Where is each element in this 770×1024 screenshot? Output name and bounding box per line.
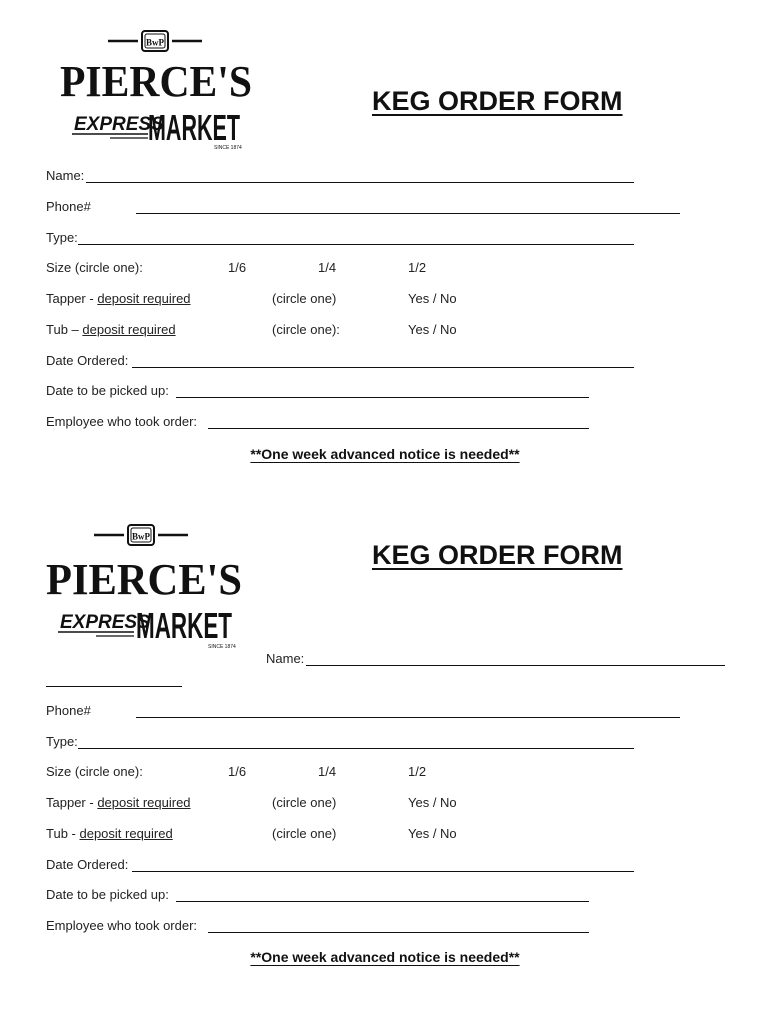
size-option-1-6[interactable]: 1/6 [228, 260, 247, 275]
tub-label-text: Tub – [46, 322, 83, 337]
svg-text:EXPRESS: EXPRESS [74, 114, 164, 135]
type-label: Type: [46, 734, 78, 749]
tapper-deposit-note: deposit required [97, 795, 191, 810]
svg-text:EXPRESS: EXPRESS [60, 612, 150, 633]
tub-deposit-note: deposit required [79, 826, 173, 841]
date-ordered-field[interactable] [132, 367, 634, 368]
name-field-continued[interactable] [46, 686, 182, 687]
tapper-deposit-note: deposit required [97, 291, 191, 306]
date-ordered-label: Date Ordered: [46, 857, 129, 872]
tapper-label [46, 794, 191, 812]
pickup-date-field[interactable] [176, 397, 589, 398]
advance-notice [0, 949, 770, 965]
tub-circle-note: (circle one) [272, 826, 337, 841]
advance-notice [0, 446, 770, 462]
svg-text:MARKET: MARKET [148, 107, 241, 148]
type-label: Type: [46, 230, 78, 245]
tapper-label-text: Tapper - [46, 291, 98, 306]
tub-yes-no[interactable]: Yes / No [408, 826, 457, 841]
tapper-label [46, 290, 191, 308]
tub-label-text: Tub - [46, 826, 80, 841]
size-option-1-2[interactable]: 1/2 [408, 260, 427, 275]
pierces-market-logo [60, 28, 260, 158]
tapper-circle-note: (circle one) [272, 795, 337, 810]
size-label: Size (circle one): [46, 764, 143, 779]
size-option-1-4[interactable]: 1/4 [318, 764, 337, 779]
svg-text:PIERCE'S: PIERCE'S [46, 555, 242, 604]
form-title: KEG ORDER FORM [372, 86, 623, 116]
name-field[interactable] [86, 182, 634, 183]
pickup-date-label: Date to be picked up: [46, 887, 169, 902]
svg-text:MARKET: MARKET [136, 605, 233, 646]
size-option-1-2[interactable]: 1/2 [408, 764, 427, 779]
employee-label: Employee who took order: [46, 414, 198, 429]
form-title: KEG ORDER FORM [372, 540, 623, 570]
svg-text:PIERCE'S: PIERCE'S [60, 57, 252, 106]
tapper-label-text: Tapper - [46, 795, 98, 810]
advance-notice-text: **One week advanced notice is needed** [250, 446, 520, 462]
phone-field[interactable] [136, 213, 680, 214]
employee-field[interactable] [208, 428, 589, 429]
phone-label: Phone# [46, 199, 91, 214]
tub-circle-note: (circle one): [272, 322, 340, 337]
phone-label: Phone# [46, 703, 91, 718]
size-label: Size (circle one): [46, 260, 143, 275]
tub-yes-no[interactable]: Yes / No [408, 322, 457, 337]
tapper-circle-note: (circle one) [272, 291, 337, 306]
type-field[interactable] [78, 244, 634, 245]
date-ordered-label: Date Ordered: [46, 353, 129, 368]
svg-text:SINCE 1874: SINCE 1874 [214, 145, 242, 151]
svg-text:BwP: BwP [132, 531, 150, 542]
advance-notice-text: **One week advanced notice is needed** [250, 949, 520, 965]
tapper-yes-no[interactable]: Yes / No [408, 795, 457, 810]
pickup-date-field[interactable] [176, 901, 589, 902]
svg-text:SINCE 1874: SINCE 1874 [208, 644, 236, 650]
name-field[interactable] [306, 665, 725, 666]
name-label: Name: [266, 651, 305, 666]
tapper-yes-no[interactable]: Yes / No [408, 291, 457, 306]
pickup-date-label: Date to be picked up: [46, 383, 169, 398]
pierces-market-logo [46, 522, 246, 652]
tub-label [46, 321, 176, 339]
phone-field[interactable] [136, 717, 680, 718]
type-field[interactable] [78, 748, 634, 749]
size-option-1-6[interactable]: 1/6 [228, 764, 247, 779]
name-label: Name: [46, 168, 85, 183]
tub-label [46, 825, 173, 843]
tub-deposit-note: deposit required [82, 322, 176, 337]
size-option-1-4[interactable]: 1/4 [318, 260, 337, 275]
svg-text:BwP: BwP [146, 37, 164, 48]
employee-field[interactable] [208, 932, 589, 933]
employee-label: Employee who took order: [46, 918, 198, 933]
date-ordered-field[interactable] [132, 871, 634, 872]
